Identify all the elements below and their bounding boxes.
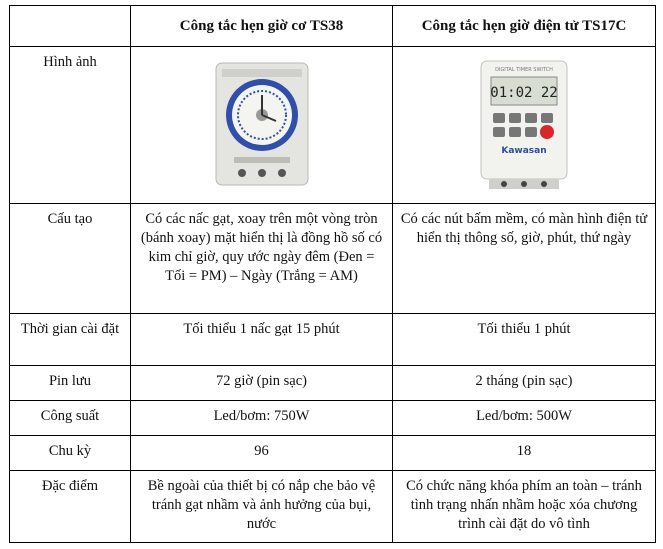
cell-ts17c: Tối thiểu 1 phút [393,314,656,366]
mechanical-timer-icon [212,61,312,189]
cell-ts38: Bề ngoài của thiết bị có nắp che bảo vệ tránh gạt nhầm và ảnh hưởng của bụi, nước [131,471,393,543]
table-row [10,401,656,436]
row-label: Pin lưu [10,366,131,401]
cell-ts17c: Led/bơm: 500W [393,401,656,436]
table-row [10,314,656,366]
ts17c-top-label: DIGITAL TIMER SWITCH [495,67,553,73]
cell-ts38: Led/bơm: 750W [131,401,393,436]
header-ts17c: Công tắc hẹn giờ điện tử TS17C [393,6,656,47]
ts38-image-cell [131,47,393,204]
cell-ts38: Tối thiểu 1 nấc gạt 15 phút [131,314,393,366]
comparison-table [9,5,656,543]
table-row [10,204,656,314]
header-ts38: Công tắc hẹn giờ cơ TS38 [131,6,393,47]
ts17c-brand: Kawasan [501,146,547,156]
ts17c-display: 01:02 22 [490,85,558,101]
row-label: Thời gian cài đặt [10,314,131,366]
table-row [10,471,656,543]
cell-ts17c: Có các nút bấm mềm, có màn hình điện tử hiển thị thông số, giờ, phút, thứ ngày [393,204,656,314]
row-label: Cấu tạo [10,204,131,314]
table-row [10,366,656,401]
cell-ts38: 96 [131,436,393,471]
cell-ts17c: 18 [393,436,656,471]
row-label: Hình ảnh [10,47,131,204]
ts17c-image-cell [393,47,656,204]
row-label: Công suất [10,401,131,436]
table-row-image [10,47,656,204]
digital-timer-icon [479,59,569,191]
table-row [10,436,656,471]
cell-ts38: 72 giờ (pin sạc) [131,366,393,401]
table-header-row [10,6,656,47]
cell-ts17c: Có chức năng khóa phím an toàn – tránh tình trạng nhấn nhầm hoặc xóa chương trình cài đặt do vô tình [393,471,656,543]
row-label: Chu kỳ [10,436,131,471]
cell-ts17c: 2 tháng (pin sạc) [393,366,656,401]
cell-ts38: Có các nấc gạt, xoay trên một vòng tròn (bánh xoay) mặt hiển thị là đồng hồ số có kim chỉ giờ, quy ước ngày đêm (Đen = Tối = PM) – Ngày (Trắng = AM) [131,204,393,314]
header-empty [10,6,131,47]
row-label: Đặc điểm [10,471,131,543]
